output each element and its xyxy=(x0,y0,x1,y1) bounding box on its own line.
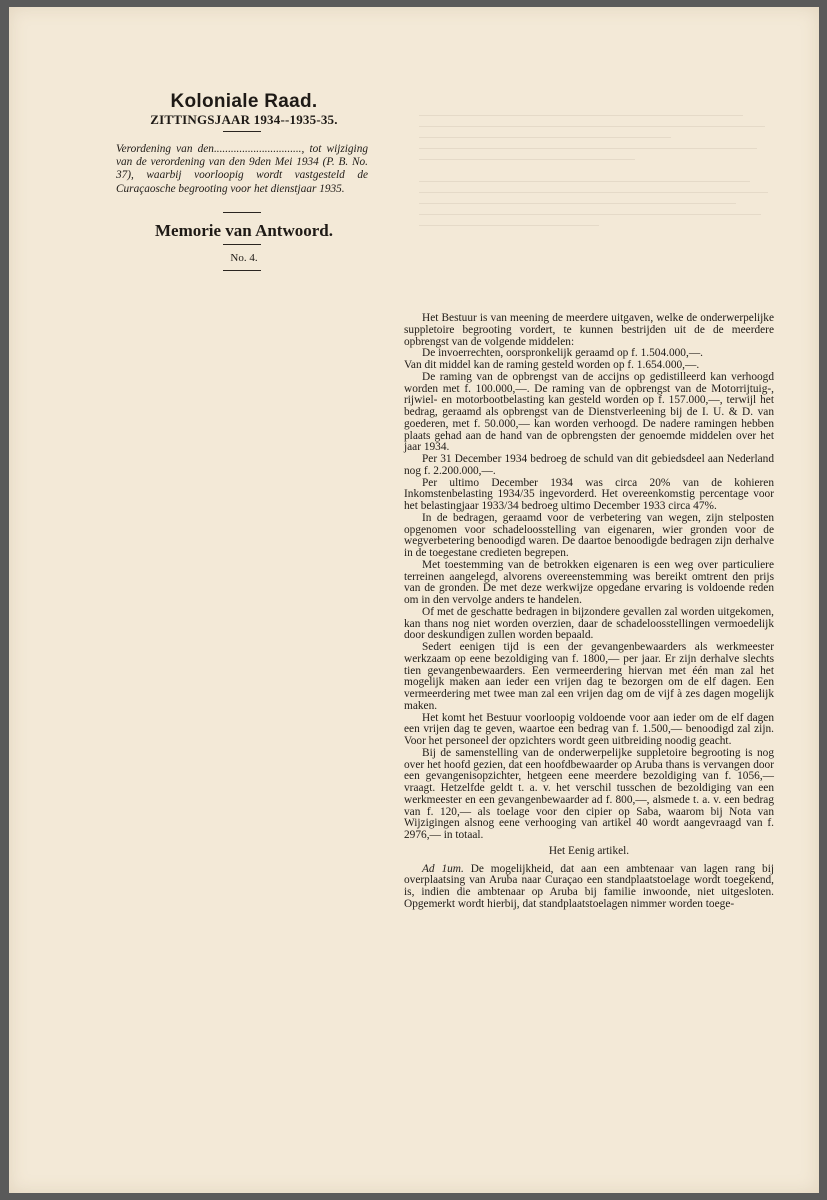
session-year: ZITTINGSJAAR 1934--1935-35. xyxy=(150,112,338,127)
paragraph xyxy=(404,864,774,911)
ordinance-subject: Verordening van den..............................., tot wijziging van de verordening van den 9den Mei 1934 (P. B. No. 37), waarbij voorloopig wordt vastgesteld de Curaçaosche begrooting voor het dienstjaar 1935. xyxy=(116,143,368,195)
section-heading: Het Eenig artikel. xyxy=(548,844,630,857)
paragraph: De invoerrechten, oorspronkelijk geraamd op f. 1.504.000,—. xyxy=(422,347,703,360)
paragraph: Sedert eenigen tijd is een der gevangenbewaarders als werkmeester werkzaam op eene bezoldiging van f. 1800,— per jaar. Er zijn derhalve slechts tien gevangenbewaarders. Een vermeerdering hiervan met één man zal het mogelijk maken aan ieder een vrijen dag te bezorgen om de elf dagen. Een vermeerdering met twee man zal een vrijen dag om de vijf à zes dagen mogelijk maken. xyxy=(404,641,774,712)
paragraph-text: De mogelijkheid, dat aan een ambtenaar van lagen rang bij overplaatsing van Aruba naar Curaçao een standplaatstoelage wordt toegekend, is, indien die ambtenaar op Aruba bij familie inwoonde, niet uitgesloten. Opgemerkt wordt hierbij, dat standplaatstoelagen nimmer worden toege- xyxy=(404,862,774,910)
document-number: No. 4. xyxy=(230,252,258,264)
paragraph: Met toestemming van de betrokken eigenaren is een weg over particuliere terreinen aangelegd, alvorens overeenstemming was bereikt omtrent den prijs van de gronden. De met deze werkwijze opgedane ervaring is voldoende reden om in den vervolge anders te handelen. xyxy=(404,558,774,606)
memorandum-body xyxy=(404,313,774,911)
paragraph: Het komt het Bestuur voorloopig voldoende voor aan ieder om de elf dagen een vrijen dag te geven, waartoe een bedrag van f. 1.500,— benoodigd zal zijn. Voor het personeel der opzichters wordt geen uitbreiding noodig geacht. xyxy=(404,711,774,747)
paragraph: In de bedragen, geraamd voor de verbetering van wegen, zijn stelposten opgenomen voor schadeloosstelling van eigenaren, wier gronden voor de wegverbetering benoodigd waren. De daartoe benoodigde bedragen zijn derhalve in de toegestane credieten begrepen. xyxy=(404,511,774,559)
council-title: Koloniale Raad. xyxy=(170,91,318,112)
paragraph: Per ultimo December 1934 was circa 20% van de kohieren Inkomstenbelasting 1934/35 ingevorderd. Het overeenkomstig percentage voor het belastingjaar 1933/34 bedroeg ultimo December 1933 circa 47%. xyxy=(404,476,774,512)
article-label: Ad 1um. xyxy=(422,862,464,875)
divider xyxy=(223,212,261,213)
paragraph: Of met de geschatte bedragen in bijzondere gevallen zal worden uitgekomen, kan thans nog niet worden overzien, daar de schadeloosstellingen vermoedelijk door deskundigen zullen worden bepaald. xyxy=(404,605,774,642)
document-page xyxy=(9,7,819,1193)
paragraph: Van dit middel kan de raming gesteld worden op f. 1.654.000,—. xyxy=(404,359,700,371)
divider xyxy=(223,270,261,271)
paragraph: De raming van de opbrengst van de accijns op gedistilleerd kan verhoogd worden met f. 100.000,—. De raming van de opbrengst van de Motorrijtuig-, rijwiel- en motorbootbelasting kan gesteld worden op f. 157.000,—, terwijl het bedrag, geraamd als opbrengst van de Dienstverleening bij de I. U. & D. van goederen, met f. 50.000,— kan worden verhoogd. De nadere ramingen hebben plaats gehad aan de hand van de opbrengsten der genoemde middelen over het jaar 1934. xyxy=(404,370,774,454)
divider xyxy=(223,244,261,245)
document-title: Memorie van Antwoord. xyxy=(154,221,333,240)
paragraph: Het Bestuur is van meening de meerdere uitgaven, welke de onderwerpelijke suppletoire begrooting vordert, te kunnen bestrijden uit de de meerdere opbrengst van de volgende middelen: xyxy=(404,312,774,348)
divider xyxy=(223,131,261,132)
paragraph: Bij de samenstelling van de onderwerpelijke suppletoire begrooting is nog over het hoofd gezien, dat een hoofdbewaarder op Aruba thans is vervangen door een gevangenisopzichter, hetgeen eene meerdere bezoldiging van f. 1056,— vraagt. Hetzelfde geldt t. a. v. het verschil tusschen de bezoldiging van een werkmeester en een gevangenbewaarder ad f. 800,—, alsmede t. a. v. een bedrag van f. 120,— als toelage voor den cipier op Saba, waarom bij Nota van Wijzigingen alsnog eene verhooging van artikel 40 wordt aangevraagd van f. 2976,— in totaal. xyxy=(404,746,774,841)
paragraph: Per 31 December 1934 bedroeg de schuld van dit gebiedsdeel aan Nederland nog f. 2.200.000,—. xyxy=(404,453,774,477)
bleed-through-text xyxy=(419,115,779,275)
